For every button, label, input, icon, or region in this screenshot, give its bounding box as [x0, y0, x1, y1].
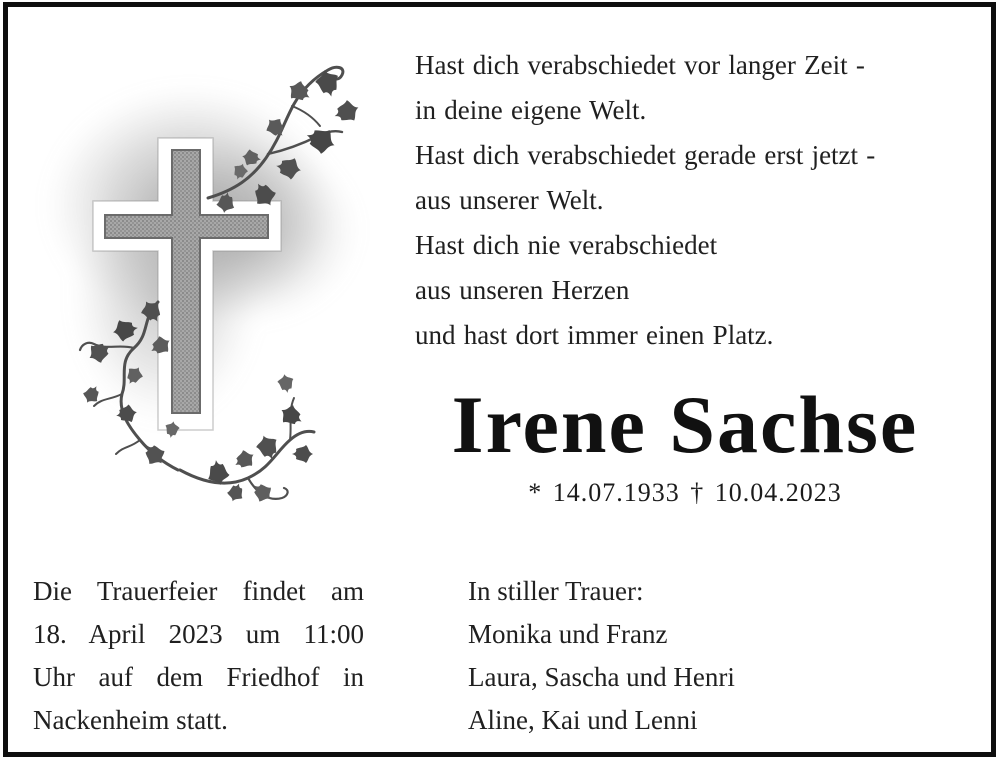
poem-line: und hast dort immer einen Platz. — [415, 320, 774, 350]
poem-line: in deine eigene Welt. — [415, 95, 647, 125]
poem-line: Hast dich verabschiedet gerade erst jetzt - — [415, 140, 876, 170]
funeral-info-line: 18. April 2023 um 11:00 — [33, 619, 364, 649]
poem-line: Hast dich verabschiedet vor langer Zeit - — [415, 50, 865, 80]
poem-line: aus unseren Herzen — [415, 275, 630, 305]
life-dates: * 14.07.1933 † 10.04.2023 — [528, 478, 842, 507]
funeral-info-line: Uhr auf dem Friedhof in — [33, 662, 364, 692]
funeral-info-line: Nackenheim statt. — [33, 705, 228, 735]
mourner-names-line: Laura, Sascha und Henri — [468, 662, 735, 692]
mourners-heading: In stiller Trauer: — [468, 576, 644, 606]
mourners — [468, 570, 735, 742]
cross-ivy-illustration — [30, 40, 390, 520]
funeral-info-line: Die Trauerfeier findet am — [33, 576, 364, 606]
memorial-poem — [415, 43, 875, 358]
mourner-names-line: Aline, Kai und Lenni — [468, 705, 698, 735]
poem-line: Hast dich nie verabschiedet — [415, 230, 718, 260]
deceased-name: Irene Sachse — [451, 379, 919, 470]
name-block — [400, 379, 970, 510]
poem-line: aus unserer Welt. — [415, 185, 604, 215]
cross-icon — [30, 40, 390, 520]
funeral-info — [33, 570, 364, 742]
mourner-names-line: Monika und Franz — [468, 619, 668, 649]
